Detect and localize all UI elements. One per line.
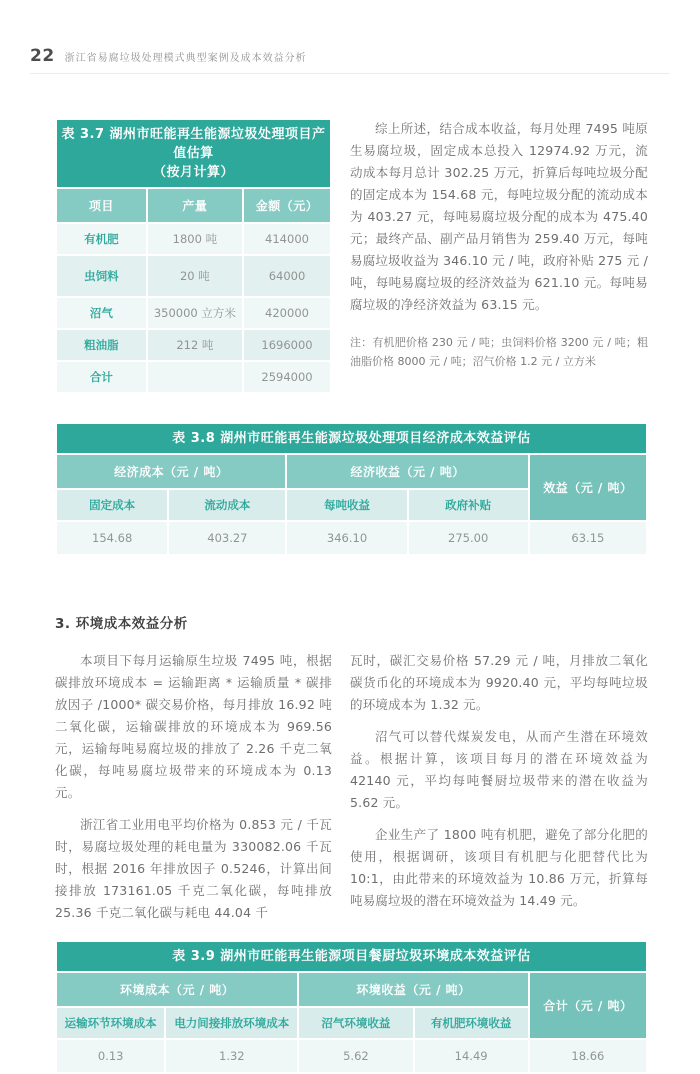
- left-column-top: [55, 118, 332, 394]
- table-title-row: [56, 423, 647, 454]
- cell-quantity: 20 吨: [147, 255, 243, 297]
- env-columns: [55, 650, 648, 924]
- table-3-9-title: 表 3.9 湖州市旺能再生能源项目餐厨垃圾环境成本效益评估: [56, 941, 647, 972]
- value-benefit: 63.15: [529, 521, 647, 555]
- group-header-benefit: 效益（元 / 吨）: [529, 454, 647, 521]
- sub-header-subsidy: 政府补贴: [408, 489, 529, 521]
- group-header-env-cost: 环境成本（元 / 吨）: [56, 972, 298, 1007]
- sub-header-transport-cost: 运输环节环境成本: [56, 1007, 165, 1039]
- value-subsidy: 275.00: [408, 521, 529, 555]
- group-header-row: [56, 454, 647, 489]
- sub-header-biogas-income: 沼气环境收益: [298, 1007, 413, 1039]
- group-header-env-income: 环境收益（元 / 吨）: [298, 972, 528, 1007]
- table-3-7-title-line1: 表 3.7 湖州市旺能再生能源垃圾处理项目产值估算: [61, 127, 326, 161]
- env-left-column: [55, 650, 332, 924]
- cell-quantity: 350000 立方米: [147, 297, 243, 329]
- column-header-item: 项目: [56, 188, 147, 223]
- sub-header-fixed-cost: 固定成本: [56, 489, 168, 521]
- value-flow-cost: 403.27: [168, 521, 286, 555]
- env-paragraph-3: 沼气可以替代煤炭发电，从而产生潜在环境效益。根据计算，该项目每月的潜在环境效益为 42140 元，平均每吨餐厨垃圾带来的潜在收益为 5.62 元。: [350, 729, 648, 810]
- value-per-ton-income: 346.10: [286, 521, 407, 555]
- sub-header-flow-cost: 流动成本: [168, 489, 286, 521]
- group-header-total: 合计（元 / 吨）: [529, 972, 647, 1039]
- column-header-amount: 金额（元）: [243, 188, 331, 223]
- group-header-income: 经济收益（元 / 吨）: [286, 454, 528, 489]
- header-divider: [30, 73, 670, 74]
- group-header-row: [56, 972, 647, 1007]
- value-fertilizer-income: 14.49: [414, 1039, 529, 1073]
- table-row: [56, 297, 331, 329]
- group-header-cost: 经济成本（元 / 吨）: [56, 454, 286, 489]
- table-3-7-title: [56, 119, 331, 188]
- value-fixed-cost: 154.68: [56, 521, 168, 555]
- page-number: 22: [30, 46, 55, 66]
- summary-paragraph: 综上所述，结合成本收益，每月处理 7495 吨原生易腐垃圾，固定成本总投入 12974.92 万元，流动成本每月总计 302.25 万元，折算后每吨垃圾分配的固定成本为 154.68 元，每吨垃圾分配的流动成本为 403.27 元，每吨易腐垃圾分配的成本为 475.40 元；最终产品、副产品月销售为 259.40 万元，每吨易腐垃圾收益为 346.10 元 / 吨，政府补贴 275 元 / 吨，每吨易腐垃圾的经济效益为 621.10 元。每吨易腐垃圾的净经济效益为 63.15 元。: [350, 121, 648, 312]
- table-3-7: [55, 118, 332, 394]
- cell-quantity: 1800 吨: [147, 223, 243, 255]
- top-section: [55, 118, 648, 394]
- sub-header-fertilizer-income: 有机肥环境收益: [414, 1007, 529, 1039]
- env-paragraph-2: 浙江省工业用电平均价格为 0.853 元 / 千瓦时，易腐垃圾处理的耗电量为 330082.06 千瓦时，根据 2016 年排放因子 0.5246，计算出间接排放 173161.05 千克二氧化碳，每吨排放 25.36 千克二氧化碳与耗电 44.04 千: [55, 817, 332, 920]
- table-3-7-title-line2: （按月计算）: [152, 165, 234, 180]
- sub-header-electricity-cost: 电力间接排放环境成本: [165, 1007, 298, 1039]
- price-note: 注：有机肥价格 230 元 / 吨；虫饲料价格 3200 元 / 吨；粗油脂价格 8000 元 / 吨；沼气价格 1.2 元 / 立方米: [350, 336, 648, 368]
- table-title-row: [56, 941, 647, 972]
- value-row: [56, 521, 647, 555]
- sub-header-per-ton-income: 每吨收益: [286, 489, 407, 521]
- column-header-quantity: 产量: [147, 188, 243, 223]
- cell-item: 合计: [56, 361, 147, 393]
- table-row: [56, 255, 331, 297]
- cell-quantity: [147, 361, 243, 393]
- table-row: [56, 329, 331, 361]
- table-3-8: [55, 422, 648, 556]
- value-total: 18.66: [529, 1039, 647, 1073]
- cell-amount: 64000: [243, 255, 331, 297]
- cell-item: 粗油脂: [56, 329, 147, 361]
- env-paragraph-4: 企业生产了 1800 吨有机肥，避免了部分化肥的使用，根据调研，该项目有机肥与化肥替代比为 10:1，由此带来的环境效益为 10.86 万元，折算每吨易腐垃圾的潜在环境效益为 14.49 元。: [350, 827, 648, 908]
- cell-item: 有机肥: [56, 223, 147, 255]
- cell-amount: 414000: [243, 223, 331, 255]
- right-column-top: [350, 118, 648, 394]
- cell-item: 虫饲料: [56, 255, 147, 297]
- cell-amount: 1696000: [243, 329, 331, 361]
- env-section: [55, 612, 648, 924]
- section-heading: 3. 环境成本效益分析: [55, 616, 188, 632]
- cell-amount: 420000: [243, 297, 331, 329]
- running-title: 浙江省易腐垃圾处理模式典型案例及成本效益分析: [64, 53, 307, 64]
- value-transport-cost: 0.13: [56, 1039, 165, 1073]
- table-3-8-title: 表 3.8 湖州市旺能再生能源垃圾处理项目经济成本效益评估: [56, 423, 647, 454]
- page-content: [0, 118, 700, 1074]
- value-biogas-income: 5.62: [298, 1039, 413, 1073]
- cell-item: 沼气: [56, 297, 147, 329]
- table-row: [56, 223, 331, 255]
- table-title-row: [56, 119, 331, 188]
- cell-amount: 2594000: [243, 361, 331, 393]
- value-electricity-cost: 1.32: [165, 1039, 298, 1073]
- env-paragraph-1: 本项目下每月运输原生垃圾 7495 吨，根据碳排放环境成本 = 运输距离 * 运输质量 * 碳排放因子 /1000* 碳交易价格，每月排放 16.92 吨二氧化碳，运输碳排放的环境成本为 969.56 元，运输每吨易腐垃圾的排放了 2.26 千克二氧化碳，每吨易腐垃圾带来的环境成本为 0.13 元。: [55, 653, 332, 800]
- env-paragraph-2-continued: 瓦时，碳汇交易价格 57.29 元 / 吨，月排放二氧化碳货币化的环境成本为 9920.40 元，平均每吨垃圾的环境成本为 1.32 元。: [350, 653, 648, 712]
- value-row: [56, 1039, 647, 1073]
- page-header: [0, 0, 700, 66]
- cell-quantity: 212 吨: [147, 329, 243, 361]
- table-3-9: [55, 940, 648, 1074]
- env-right-column: [350, 650, 648, 924]
- table-row: [56, 361, 331, 393]
- table-header-row: [56, 188, 331, 223]
